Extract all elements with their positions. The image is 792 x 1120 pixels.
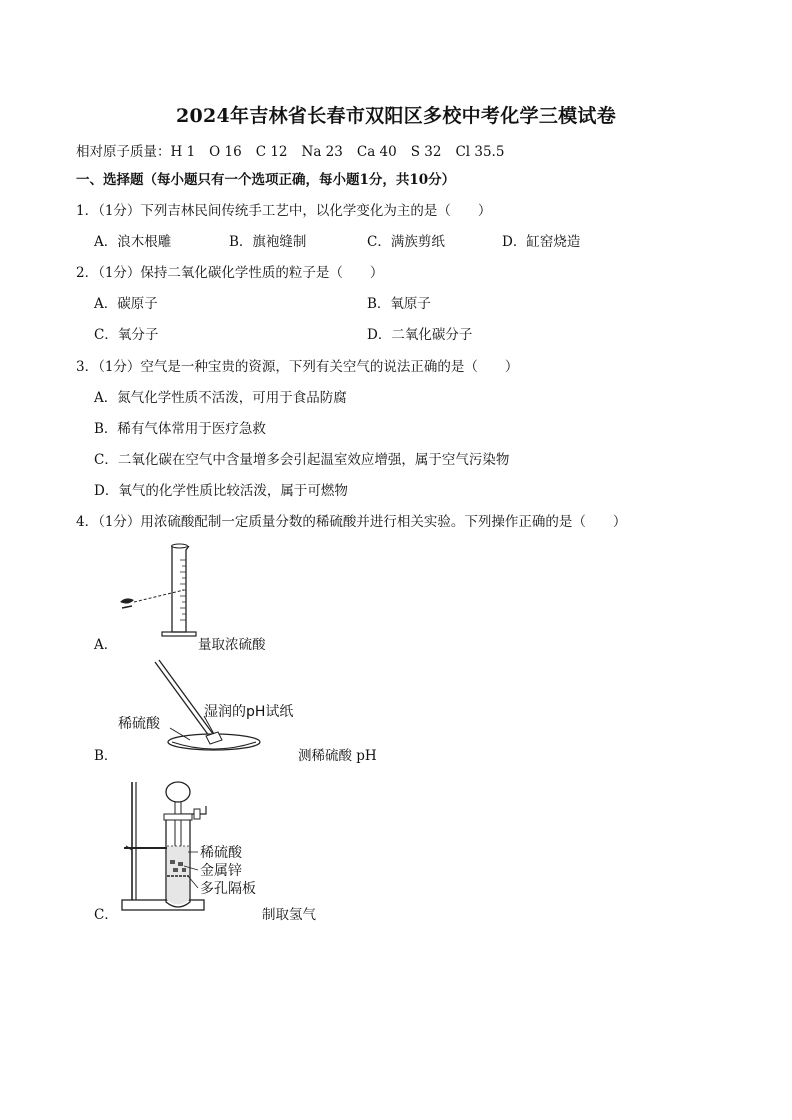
q4-option-b-caption: 测稀硫酸 pH [298,748,377,764]
q3-option-c[interactable]: C．二氧化碳在空气中含量增多会引起温室效应增强，属于空气污染物 [94,452,510,468]
question-3-stem: 3．（1分）空气是一种宝贵的资源，下列有关空气的说法正确的是（ ） [76,359,519,375]
q3-option-a[interactable]: A．氮气化学性质不活泼，可用于食品防腐 [94,390,347,406]
question-2-stem: 2．（1分）保持二氧化碳化学性质的粒子是（ ） [76,265,384,281]
q1-option-a[interactable]: A．浪木根雕 [94,234,172,250]
q1-option-d[interactable]: D．缸窑烧造 [502,234,581,250]
q3-option-b[interactable]: B．稀有气体常用于医疗急救 [94,421,266,437]
q2-option-b[interactable]: B．氧原子 [367,296,431,312]
q3-option-d[interactable]: D．氧气的化学性质比较活泼，属于可燃物 [94,483,348,499]
ph-test-figure [110,656,310,756]
q2-option-a[interactable]: A．碳原子 [94,296,158,312]
q4-option-c-letter[interactable]: C． [94,907,118,923]
page-title: 2024年吉林省长春市双阳区多校中考化学三模试卷 [175,105,617,127]
q4-option-b-letter[interactable]: B． [94,748,118,764]
q4-option-a-caption: 量取浓硫酸 [198,637,266,653]
hydrogen-generator-figure [118,776,278,918]
dilute-sulfuric-acid-label: 稀硫酸 [118,716,160,732]
atomic-mass-item: Cl 35.5 [455,144,505,160]
atomic-mass-label: 相对原子质量： [76,144,171,160]
wet-ph-paper-label: 湿润的pH试纸 [204,704,294,720]
question-4-stem: 4．（1分）用浓硫酸配制一定质量分数的稀硫酸并进行相关实验。下列操作正确的是（ ） [76,514,627,530]
graduated-cylinder-figure [110,540,220,644]
q4-option-c-caption: 制取氢气 [262,907,316,923]
porous-plate-label: 多孔隔板 [200,881,256,897]
question-1-stem: 1．（1分）下列吉林民间传统手工艺中，以化学变化为主的是（ ） [76,203,492,219]
atomic-mass-item: O 16 [209,144,242,160]
q1-option-b[interactable]: B．旗袍缝制 [229,234,307,250]
atomic-mass-line [76,140,518,160]
section-heading: 一、选择题（每小题只有一个选项正确，每小题1分，共10分） [76,172,456,188]
q4-option-a-letter[interactable]: A． [94,637,118,653]
q2-option-c[interactable]: C．氧分子 [94,327,159,343]
atomic-mass-item: Na 23 [301,144,343,160]
q2-option-d[interactable]: D．二氧化碳分子 [367,327,473,343]
q1-option-c[interactable]: C．满族剪纸 [367,234,445,250]
atomic-mass-item: Ca 40 [356,144,397,160]
atomic-mass-item: S 32 [410,144,442,160]
atomic-mass-item: H 1 [170,144,196,160]
zinc-label: 金属锌 [200,863,242,879]
atomic-mass-item: C 12 [255,144,288,160]
acid-label: 稀硫酸 [200,845,242,861]
